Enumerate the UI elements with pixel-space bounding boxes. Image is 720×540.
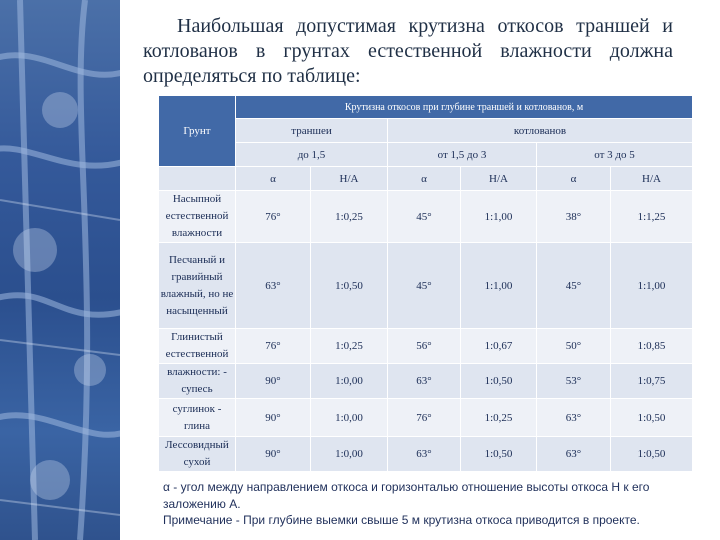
soil-cell: Глинистый естественной (159, 329, 236, 364)
value-cell: 1:1,00 (461, 243, 537, 329)
alpha-definition: α - угол между направлением откоса и горизонталью отношение высоты откоса Н к его заложению А. (163, 480, 650, 511)
value-cell: 53° (537, 364, 611, 399)
value-cell: 50° (537, 329, 611, 364)
depth-note: Примечание - При глубине выемки свыше 5 м крутизна откоса приводится в проекте. (163, 513, 640, 527)
ratio-header-2: H/A (461, 167, 537, 191)
value-cell: 1:0,75 (611, 364, 693, 399)
value-cell: 76° (236, 191, 311, 243)
value-cell: 76° (388, 399, 461, 437)
value-cell: 1:0,00 (311, 399, 388, 437)
soil-cell: Песчаный и гравийный влажный, но не насыщенный (159, 243, 236, 329)
side-photo (0, 0, 120, 540)
table-row (159, 243, 693, 329)
trench-header: траншеи (236, 119, 388, 143)
value-cell: 90° (236, 437, 311, 472)
ratio-header-3: H/A (611, 167, 693, 191)
alpha-header-3: α (537, 167, 611, 191)
value-cell: 1:0,85 (611, 329, 693, 364)
alpha-header-1: α (236, 167, 311, 191)
value-cell: 1:0,50 (461, 364, 537, 399)
value-cell: 1:0,00 (311, 364, 388, 399)
value-cell: 1:0,50 (611, 399, 693, 437)
slope-table (158, 95, 693, 472)
value-cell: 1:0,50 (311, 243, 388, 329)
value-cell: 56° (388, 329, 461, 364)
soil-cell: Насыпной естественной влажности (159, 191, 236, 243)
table-row (159, 191, 693, 243)
value-cell: 90° (236, 399, 311, 437)
value-cell: 63° (537, 399, 611, 437)
value-cell: 1:1,00 (611, 243, 693, 329)
soil-cell: влажности: - супесь (159, 364, 236, 399)
table-row (159, 437, 693, 472)
table-row (159, 364, 693, 399)
soil-cell: Лессовидный сухой (159, 437, 236, 472)
value-cell: 90° (236, 364, 311, 399)
value-cell: 1:0,50 (611, 437, 693, 472)
depth-header-2: от 1,5 до 3 (388, 143, 537, 167)
blank-header-cell (159, 167, 236, 191)
ratio-header-1: H/A (311, 167, 388, 191)
value-cell: 1:0,67 (461, 329, 537, 364)
value-cell: 76° (236, 329, 311, 364)
value-cell: 63° (388, 437, 461, 472)
soil-cell: суглинок - глина (159, 399, 236, 437)
page-heading: Наибольшая допустимая крутизна откосов траншей и котлованов в грунтах естественной влажности должна определяться по таблице: (143, 15, 673, 87)
value-cell: 1:1,00 (461, 191, 537, 243)
pit-header: котлованов (388, 119, 693, 143)
slope-header: Крутизна откосов при глубине траншей и котлованов, м (236, 96, 693, 119)
value-cell: 1:0,00 (311, 437, 388, 472)
value-cell: 1:1,25 (611, 191, 693, 243)
value-cell: 45° (537, 243, 611, 329)
table-row (159, 399, 693, 437)
value-cell: 45° (388, 191, 461, 243)
depth-header-3: от 3 до 5 (537, 143, 693, 167)
value-cell: 63° (537, 437, 611, 472)
value-cell: 63° (388, 364, 461, 399)
value-cell: 1:0,25 (461, 399, 537, 437)
soil-column-header: Грунт (159, 96, 236, 167)
value-cell: 45° (388, 243, 461, 329)
footnotes (163, 479, 703, 529)
depth-header-1: до 1,5 (236, 143, 388, 167)
table-row (159, 329, 693, 364)
value-cell: 1:0,25 (311, 329, 388, 364)
value-cell: 63° (236, 243, 311, 329)
value-cell: 38° (537, 191, 611, 243)
pipes-image (0, 0, 120, 540)
value-cell: 1:0,25 (311, 191, 388, 243)
alpha-header-2: α (388, 167, 461, 191)
value-cell: 1:0,50 (461, 437, 537, 472)
